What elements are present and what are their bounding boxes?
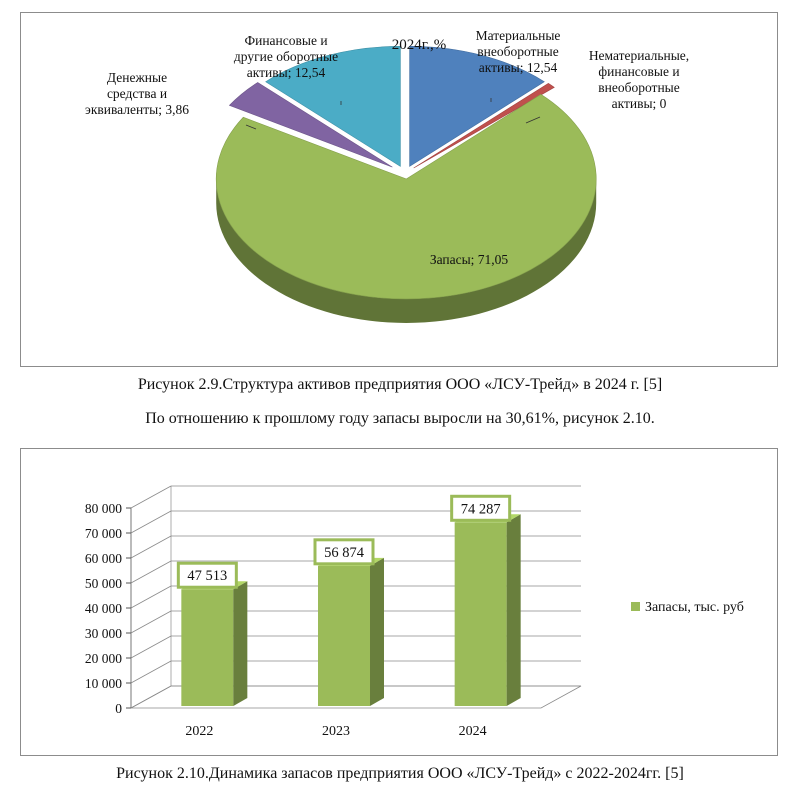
grid-line: [131, 636, 171, 658]
x-axis-ticks: [185, 724, 486, 739]
bar: [318, 558, 384, 706]
y-tick-label: 70 000: [84, 526, 122, 541]
pie-chart-title: 2024г.,%: [391, 37, 447, 53]
pie-slice-label: Денежные средства и эквиваленты; 3,86: [85, 70, 189, 117]
grid-line: [131, 586, 171, 608]
svg-text:74 287: 74 287: [460, 501, 501, 518]
bar-chart: [21, 449, 777, 755]
pie-slice-label: Финансовые и другие оборотные активы; 12,54: [233, 33, 339, 80]
bar-side: [507, 514, 521, 706]
y-tick-label: 60 000: [84, 551, 122, 566]
pie-slice-label: Материальные внеоборотные активы; 12,54: [475, 28, 561, 75]
grid-line: [131, 561, 171, 583]
pie-slice-label: Запасы; 71,05: [429, 252, 509, 267]
bar-data-label: [452, 496, 510, 520]
bar-side: [233, 581, 247, 706]
bar-front: [455, 522, 507, 706]
x-tick-label: 2024: [458, 724, 487, 739]
bar: [455, 514, 521, 706]
bar-front: [318, 566, 370, 706]
y-tick-label: 20 000: [84, 651, 122, 666]
bar-front: [181, 589, 233, 706]
y-tick-label: 40 000: [84, 601, 122, 616]
grid-line: [131, 486, 171, 508]
pie-chart-frame: [20, 12, 778, 367]
figure2-caption: Рисунок 2.10.Динамика запасов предприятия ООО «ЛСУ-Трейд» с 2022-2024гг. [5]: [116, 765, 684, 782]
y-tick-label: 50 000: [84, 576, 122, 591]
y-tick-label: 30 000: [84, 626, 122, 641]
x-tick-label: 2022: [185, 724, 214, 739]
grid-line: [131, 661, 171, 683]
legend-swatch: [631, 602, 640, 611]
bar: [181, 581, 247, 706]
svg-text:47 513: 47 513: [187, 568, 228, 585]
bar-data-label: [315, 540, 373, 564]
y-tick-label: 80 000: [84, 501, 122, 516]
pie-slice-label: Нематериальные, финансовые и внеоборотные активы; 0: [588, 48, 690, 111]
pie-slices: [216, 46, 596, 323]
grid-line: [131, 511, 171, 533]
body-paragraph: По отношению к прошлому году запасы выросли на 30,61%, рисунок 2.10.: [145, 410, 655, 427]
y-axis-ticks: [85, 501, 131, 716]
svg-text:56 874: 56 874: [324, 544, 364, 561]
pie-chart: [21, 13, 777, 366]
pie-slice: [216, 94, 596, 323]
legend-label: Запасы, тыс. руб: [645, 600, 744, 615]
grid-line: [131, 536, 171, 558]
figure1-caption: Рисунок 2.9.Структура активов предприятия ООО «ЛСУ-Трейд» в 2024 г. [5]: [137, 376, 663, 393]
bar-chart-frame: [20, 448, 778, 756]
x-tick-label: 2023: [322, 724, 350, 739]
bar-side: [370, 558, 384, 706]
legend: [631, 600, 744, 615]
grid-line: [131, 611, 171, 633]
y-tick-label: 0: [115, 701, 122, 716]
y-tick-label: 10 000: [84, 676, 122, 691]
bar-data-label: [178, 563, 236, 587]
